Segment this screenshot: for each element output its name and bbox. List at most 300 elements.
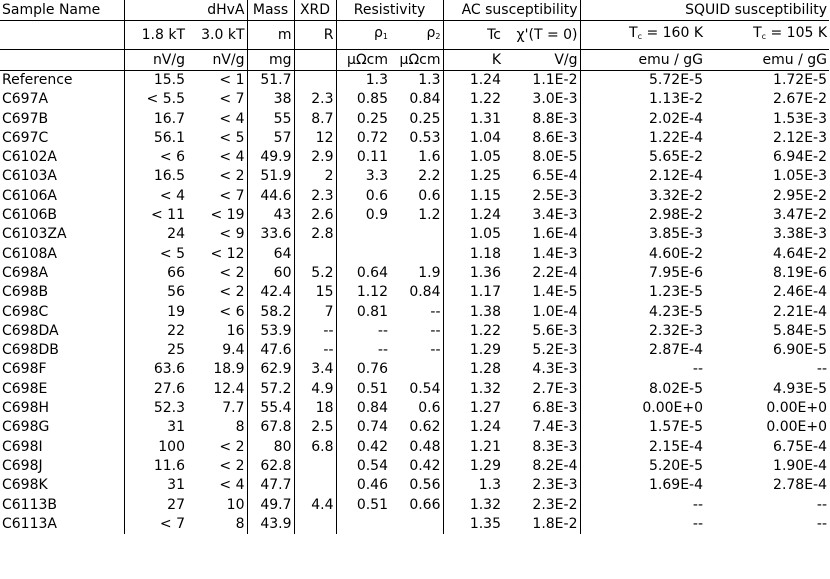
cell-xrd-r: 2.3	[294, 187, 336, 206]
table-row	[0, 187, 829, 206]
cell-sample-name: C698I	[0, 438, 124, 457]
cell-dhva-30kt: < 4	[187, 148, 247, 167]
cell-dhva-30kt: < 1	[187, 71, 247, 91]
cell-ac-tc: 1.27	[469, 400, 501, 417]
cell-sample-name: C698F	[0, 360, 124, 379]
cell-ac-chi: 1.6E-4	[503, 225, 580, 244]
unit-dhva-30: nV/g	[187, 50, 247, 71]
cell-rho1	[336, 225, 390, 244]
cell-xrd-r: 3.4	[294, 360, 336, 379]
cell-squid-160k: 5.65E-2	[649, 149, 703, 166]
cell-rho1: 1.3	[365, 72, 388, 88]
cell-squid-105k: 1.90E-4	[773, 457, 828, 474]
cell-xrd-r: 7	[294, 303, 336, 322]
cell-ac-tc: 1.24	[469, 207, 501, 224]
cell-ac-tc: 1.04	[469, 129, 501, 146]
cell-dhva-30kt: 10	[187, 496, 247, 515]
table-row	[0, 71, 829, 91]
cell-rho1: 0.64	[356, 264, 388, 281]
header-rho1	[336, 21, 390, 50]
squid160-value: = 160 K	[642, 25, 703, 41]
cell-dhva-18kt: < 4	[159, 187, 185, 204]
cell-ac-tc: 1.24	[469, 419, 501, 436]
cell-rho2: --	[390, 341, 443, 360]
cell-rho2: 0.84	[390, 90, 443, 109]
cell-rho2: 1.9	[390, 264, 443, 283]
cell-mass: 43.9	[247, 515, 294, 534]
table-row	[0, 380, 829, 399]
cell-xrd-r	[294, 457, 336, 476]
table-row	[0, 399, 829, 418]
cell-squid-160k: 1.22E-4	[649, 129, 703, 146]
cell-xrd-r: 2.8	[294, 225, 336, 244]
cell-dhva-30kt: < 4	[187, 476, 247, 495]
cell-dhva-18kt: 11.6	[153, 457, 185, 474]
cell-rho2: 1.2	[390, 206, 443, 225]
cell-rho2	[390, 225, 443, 244]
cell-rho1: 0.74	[356, 419, 388, 436]
cell-dhva-18kt: < 5.5	[146, 91, 185, 108]
header-resistivity: Resistivity	[336, 0, 443, 21]
cell-rho2: 0.25	[390, 110, 443, 129]
cell-rho2: 2.2	[390, 167, 443, 186]
cell-dhva-18kt: 27	[167, 496, 185, 513]
table-row	[0, 110, 829, 129]
cell-ac-tc: 1.28	[469, 361, 501, 378]
cell-mass: 58.2	[247, 303, 294, 322]
table-row	[0, 225, 829, 244]
cell-dhva-30kt: < 2	[187, 438, 247, 457]
cell-ac-chi: 1.8E-2	[503, 515, 580, 534]
cell-sample-name: C698C	[0, 303, 124, 322]
cell-squid-160k: 4.23E-5	[649, 303, 703, 320]
cell-sample-name: C6102A	[0, 148, 124, 167]
cell-squid-160k: 4.60E-2	[649, 245, 703, 262]
cell-sample-name: C698H	[0, 399, 124, 418]
cell-dhva-30kt: < 2	[187, 283, 247, 302]
cell-squid-105k: --	[816, 361, 828, 378]
cell-sample-name: C697C	[0, 129, 124, 148]
cell-ac-chi: 5.6E-3	[503, 322, 580, 341]
header-ac-tc: Tc	[443, 21, 503, 50]
cell-sample-name: C6108A	[0, 245, 124, 264]
cell-squid-105k: 6.75E-4	[773, 438, 828, 455]
cell-ac-chi: 3.0E-3	[503, 90, 580, 109]
cell-squid-105k: 0.00E+0	[766, 419, 828, 436]
cell-squid-160k: 2.98E-2	[649, 207, 703, 224]
cell-sample-name: C698DA	[0, 322, 124, 341]
cell-squid-160k: 1.23E-5	[649, 284, 703, 301]
cell-dhva-18kt: 31	[167, 477, 185, 494]
cell-squid-160k: 1.69E-4	[649, 477, 703, 494]
cell-ac-chi: 1.4E-5	[503, 283, 580, 302]
squid105-sub: c	[761, 32, 767, 41]
cell-dhva-18kt: 22	[167, 322, 185, 339]
cell-ac-chi: 2.3E-2	[503, 496, 580, 515]
table-row	[0, 341, 829, 360]
cell-mass: 57	[247, 129, 294, 148]
cell-ac-chi: 1.0E-4	[503, 303, 580, 322]
header-rho2	[390, 21, 443, 50]
cell-rho2: 0.84	[390, 283, 443, 302]
table-row	[0, 167, 829, 186]
cell-dhva-30kt: 18.9	[187, 360, 247, 379]
cell-ac-chi: 8.6E-3	[503, 129, 580, 148]
cell-squid-105k: 6.94E-2	[773, 149, 828, 166]
cell-xrd-r: 2.9	[294, 148, 336, 167]
table-row	[0, 418, 829, 437]
unit-mass: mg	[247, 50, 294, 71]
header-ac-susceptibility: AC susceptibility	[443, 0, 580, 21]
cell-sample-name: C698K	[0, 476, 124, 495]
cell-squid-160k: 2.15E-4	[649, 438, 703, 455]
unit-dhva-18: nV/g	[124, 50, 187, 71]
cell-rho1: 0.6	[365, 187, 388, 204]
cell-rho1: 0.46	[356, 477, 388, 494]
header-row-quantities	[0, 21, 829, 50]
cell-dhva-30kt: 9.4	[187, 341, 247, 360]
cell-dhva-30kt: < 7	[187, 90, 247, 109]
cell-rho1: 0.54	[356, 457, 388, 474]
cell-rho2: 0.56	[390, 476, 443, 495]
cell-ac-chi: 1.4E-3	[503, 245, 580, 264]
cell-ac-tc: 1.35	[469, 515, 501, 532]
cell-ac-tc: 1.32	[469, 380, 501, 397]
cell-squid-160k: 2.12E-4	[649, 168, 703, 185]
cell-mass: 44.6	[247, 187, 294, 206]
cell-squid-160k: 1.57E-5	[649, 419, 703, 436]
cell-rho2	[390, 245, 443, 264]
header-mass-symbol: m	[247, 21, 294, 50]
cell-dhva-18kt: 25	[167, 342, 185, 359]
cell-xrd-r	[294, 515, 336, 534]
cell-rho2: --	[390, 322, 443, 341]
cell-dhva-18kt: 66	[167, 264, 185, 281]
cell-rho1: 0.51	[356, 380, 388, 397]
table-row	[0, 515, 829, 534]
cell-rho2: 0.48	[390, 438, 443, 457]
cell-squid-105k: 1.53E-3	[773, 110, 828, 127]
header-ac-chi: χ'(T = 0)	[503, 21, 580, 50]
cell-squid-105k: 2.21E-4	[773, 303, 828, 320]
cell-sample-name: C698A	[0, 264, 124, 283]
cell-rho2	[390, 515, 443, 534]
cell-dhva-18kt: 63.6	[153, 361, 185, 378]
cell-squid-160k: --	[692, 361, 703, 378]
unit-rho1: μΩcm	[336, 50, 390, 71]
cell-dhva-18kt: 56.1	[153, 129, 185, 146]
cell-squid-105k: 2.12E-3	[773, 129, 828, 146]
cell-xrd-r: 2.3	[294, 90, 336, 109]
cell-rho1: 0.9	[365, 207, 388, 224]
cell-xrd-r: 15	[294, 283, 336, 302]
cell-mass: 55	[247, 110, 294, 129]
cell-mass: 49.9	[247, 148, 294, 167]
cell-mass: 47.6	[247, 341, 294, 360]
rho2-subscript: 2	[435, 32, 441, 41]
cell-rho1: --	[377, 342, 388, 359]
cell-rho1: 0.72	[356, 129, 388, 146]
cell-squid-105k: 1.05E-3	[773, 168, 828, 185]
cell-ac-chi: 7.4E-3	[503, 418, 580, 437]
cell-rho1: --	[377, 322, 388, 339]
table-row	[0, 90, 829, 109]
cell-sample-name: C6103ZA	[0, 225, 124, 244]
table-body	[0, 71, 829, 535]
header-xrd-symbol: R	[294, 21, 336, 50]
cell-ac-chi: 2.7E-3	[503, 380, 580, 399]
cell-xrd-r	[294, 476, 336, 495]
cell-dhva-30kt: 8	[187, 418, 247, 437]
cell-squid-105k: 5.84E-5	[773, 322, 828, 339]
header-squid-105	[705, 21, 829, 50]
table-row	[0, 322, 829, 341]
table-row	[0, 206, 829, 225]
cell-squid-105k: 0.00E+0	[766, 400, 828, 417]
cell-rho2: 1.3	[390, 71, 443, 91]
cell-mass: 33.6	[247, 225, 294, 244]
cell-ac-tc: 1.15	[469, 187, 501, 204]
cell-rho1	[336, 515, 390, 534]
table-row	[0, 148, 829, 167]
cell-ac-tc: 1.22	[469, 91, 501, 108]
cell-dhva-30kt: < 12	[187, 245, 247, 264]
header-dhva-18kt: 1.8 kT	[124, 21, 187, 50]
cell-dhva-30kt: < 9	[187, 225, 247, 244]
unit-xrd	[294, 50, 336, 71]
squid105-value: = 105 K	[766, 25, 828, 41]
header-sample-name: Sample Name	[0, 0, 124, 21]
cell-ac-tc: 1.05	[469, 226, 501, 243]
cell-rho1: 0.42	[356, 438, 388, 455]
cell-ac-tc: 1.36	[469, 264, 501, 281]
cell-ac-tc: 1.31	[469, 110, 501, 127]
cell-dhva-18kt: < 5	[159, 245, 185, 262]
cell-squid-160k: 1.13E-2	[649, 91, 703, 108]
cell-xrd-r: 6.8	[294, 438, 336, 457]
cell-squid-105k: 3.38E-3	[773, 226, 828, 243]
unit-squid-160: emu / gG	[580, 50, 705, 71]
cell-xrd-r: 12	[294, 129, 336, 148]
cell-dhva-18kt: 56	[167, 284, 185, 301]
cell-mass: 51.9	[247, 167, 294, 186]
cell-dhva-18kt: 16.7	[153, 110, 185, 127]
cell-rho1: 0.51	[356, 496, 388, 513]
cell-dhva-30kt: < 7	[187, 187, 247, 206]
cell-squid-105k: --	[816, 515, 828, 532]
header-dhva-30kt: 3.0 kT	[187, 21, 247, 50]
cell-ac-chi: 6.5E-4	[503, 167, 580, 186]
cell-rho2	[390, 360, 443, 379]
cell-ac-tc: 1.24	[469, 72, 501, 88]
cell-sample-name: C6106B	[0, 206, 124, 225]
cell-ac-chi: 8.0E-5	[503, 148, 580, 167]
cell-ac-chi: 2.5E-3	[503, 187, 580, 206]
table-row	[0, 245, 829, 264]
cell-ac-chi: 3.4E-3	[503, 206, 580, 225]
cell-sample-name: C698DB	[0, 341, 124, 360]
cell-sample-name: C698E	[0, 380, 124, 399]
cell-sample-name: C6106A	[0, 187, 124, 206]
cell-mass: 49.7	[247, 496, 294, 515]
cell-squid-105k: 2.95E-2	[773, 187, 828, 204]
cell-squid-160k: 2.02E-4	[649, 110, 703, 127]
cell-ac-tc: 1.22	[469, 322, 501, 339]
cell-xrd-r: --	[294, 341, 336, 360]
cell-squid-105k: 4.64E-2	[773, 245, 828, 262]
cell-xrd-r: 2	[294, 167, 336, 186]
cell-ac-tc: 1.18	[469, 245, 501, 262]
table-row	[0, 283, 829, 302]
cell-dhva-30kt: < 2	[187, 264, 247, 283]
header-xrd: XRD	[294, 0, 336, 21]
squid160-t: T	[629, 25, 638, 41]
cell-xrd-r: 2.5	[294, 418, 336, 437]
cell-dhva-30kt: < 6	[187, 303, 247, 322]
cell-ac-tc: 1.38	[469, 303, 501, 320]
cell-rho1: 0.76	[356, 361, 388, 378]
cell-mass: 53.9	[247, 322, 294, 341]
cell-rho2: 0.6	[390, 187, 443, 206]
cell-mass: 43	[247, 206, 294, 225]
table-row	[0, 457, 829, 476]
rho1-symbol: ρ	[374, 25, 383, 41]
cell-squid-105k: 2.78E-4	[773, 477, 828, 494]
cell-dhva-18kt: 27.6	[153, 380, 185, 397]
cell-ac-chi: 4.3E-3	[503, 360, 580, 379]
cell-rho1	[336, 245, 390, 264]
cell-mass: 38	[247, 90, 294, 109]
cell-xrd-r: 4.9	[294, 380, 336, 399]
cell-mass: 62.9	[247, 360, 294, 379]
cell-squid-160k: 2.87E-4	[649, 342, 703, 359]
cell-rho1: 3.3	[365, 168, 388, 185]
cell-dhva-30kt: < 19	[187, 206, 247, 225]
cell-ac-chi: 5.2E-3	[503, 341, 580, 360]
cell-squid-160k: 5.72E-5	[649, 72, 703, 88]
cell-xrd-r	[294, 245, 336, 264]
cell-squid-105k: 2.46E-4	[773, 284, 828, 301]
cell-squid-160k: 8.02E-5	[649, 380, 703, 397]
cell-ac-chi: 6.8E-3	[503, 399, 580, 418]
cell-dhva-18kt: 52.3	[153, 400, 185, 417]
cell-rho1: 0.85	[356, 91, 388, 108]
squid160-sub: c	[637, 32, 643, 41]
header-row-units	[0, 50, 829, 71]
unit-chi: V/g	[503, 50, 580, 71]
cell-dhva-18kt: 24	[167, 226, 185, 243]
cell-squid-160k: --	[692, 496, 703, 513]
cell-dhva-18kt: < 11	[151, 207, 185, 224]
squid105-t: T	[753, 25, 762, 41]
cell-sample-name: C697A	[0, 90, 124, 109]
cell-xrd-r: 2.6	[294, 206, 336, 225]
cell-squid-160k: 7.95E-6	[649, 264, 703, 281]
cell-sample-name: C6113B	[0, 496, 124, 515]
cell-dhva-18kt: 100	[158, 438, 185, 455]
cell-squid-160k: 0.00E+0	[642, 400, 703, 417]
cell-dhva-30kt: < 2	[187, 457, 247, 476]
cell-dhva-30kt: < 2	[187, 167, 247, 186]
cell-ac-tc: 1.21	[469, 438, 501, 455]
cell-ac-chi: 8.3E-3	[503, 438, 580, 457]
cell-rho2: 0.6	[390, 399, 443, 418]
cell-rho2: 0.62	[390, 418, 443, 437]
cell-dhva-30kt: < 4	[187, 110, 247, 129]
cell-sample-name: C6103A	[0, 167, 124, 186]
table-row	[0, 303, 829, 322]
cell-rho2: 0.54	[390, 380, 443, 399]
cell-squid-105k: 3.47E-2	[773, 207, 828, 224]
unit-tc: K	[443, 50, 503, 71]
cell-ac-tc: 1.29	[469, 342, 501, 359]
cell-rho1: 0.11	[356, 149, 388, 166]
cell-ac-tc: 1.3	[478, 477, 501, 494]
cell-squid-105k: 6.90E-5	[773, 342, 828, 359]
cell-dhva-18kt: < 7	[159, 515, 185, 532]
cell-mass: 64	[247, 245, 294, 264]
cell-rho2: 1.6	[390, 148, 443, 167]
cell-xrd-r: 4.4	[294, 496, 336, 515]
cell-dhva-18kt: < 6	[159, 149, 185, 166]
cell-xrd-r: 18	[294, 399, 336, 418]
cell-ac-chi: 2.3E-3	[503, 476, 580, 495]
cell-dhva-30kt: 16	[187, 322, 247, 341]
cell-ac-chi: 8.8E-3	[503, 110, 580, 129]
cell-ac-tc: 1.05	[469, 149, 501, 166]
cell-xrd-r	[294, 71, 336, 91]
cell-ac-chi: 2.2E-4	[503, 264, 580, 283]
cell-ac-chi: 1.1E-2	[503, 71, 580, 91]
cell-dhva-30kt: 8	[187, 515, 247, 534]
cell-mass: 62.8	[247, 457, 294, 476]
cell-ac-tc: 1.32	[469, 496, 501, 513]
header-squid-susceptibility: SQUID susceptibility	[580, 0, 829, 21]
cell-squid-160k: --	[692, 515, 703, 532]
rho1-subscript: 1	[382, 32, 388, 41]
cell-sample-name: C6113A	[0, 515, 124, 534]
cell-dhva-18kt: 15.5	[153, 72, 185, 88]
cell-rho2: 0.53	[390, 129, 443, 148]
table-row	[0, 129, 829, 148]
header-dhva: dHvA	[124, 0, 247, 21]
table-row	[0, 360, 829, 379]
cell-rho2: 0.42	[390, 457, 443, 476]
cell-rho1: 1.12	[356, 284, 388, 301]
cell-rho1: 0.81	[356, 303, 388, 320]
cell-xrd-r: 5.2	[294, 264, 336, 283]
cell-dhva-30kt: 12.4	[187, 380, 247, 399]
unit-squid-105: emu / gG	[705, 50, 829, 71]
cell-squid-105k: 2.67E-2	[773, 91, 828, 108]
header-row-groups	[0, 0, 829, 21]
cell-squid-105k: 8.19E-6	[773, 264, 828, 281]
header-blank	[0, 21, 124, 50]
header-squid-160	[580, 21, 705, 50]
cell-dhva-30kt: < 5	[187, 129, 247, 148]
cell-rho2: --	[390, 303, 443, 322]
cell-dhva-30kt: 7.7	[187, 399, 247, 418]
cell-mass: 67.8	[247, 418, 294, 437]
cell-mass: 47.7	[247, 476, 294, 495]
cell-squid-160k: 3.32E-2	[649, 187, 703, 204]
header-mass: Mass	[247, 0, 294, 21]
cell-sample-name: C698G	[0, 418, 124, 437]
cell-mass: 80	[247, 438, 294, 457]
table-row	[0, 496, 829, 515]
cell-xrd-r: --	[294, 322, 336, 341]
cell-rho2: 0.66	[390, 496, 443, 515]
